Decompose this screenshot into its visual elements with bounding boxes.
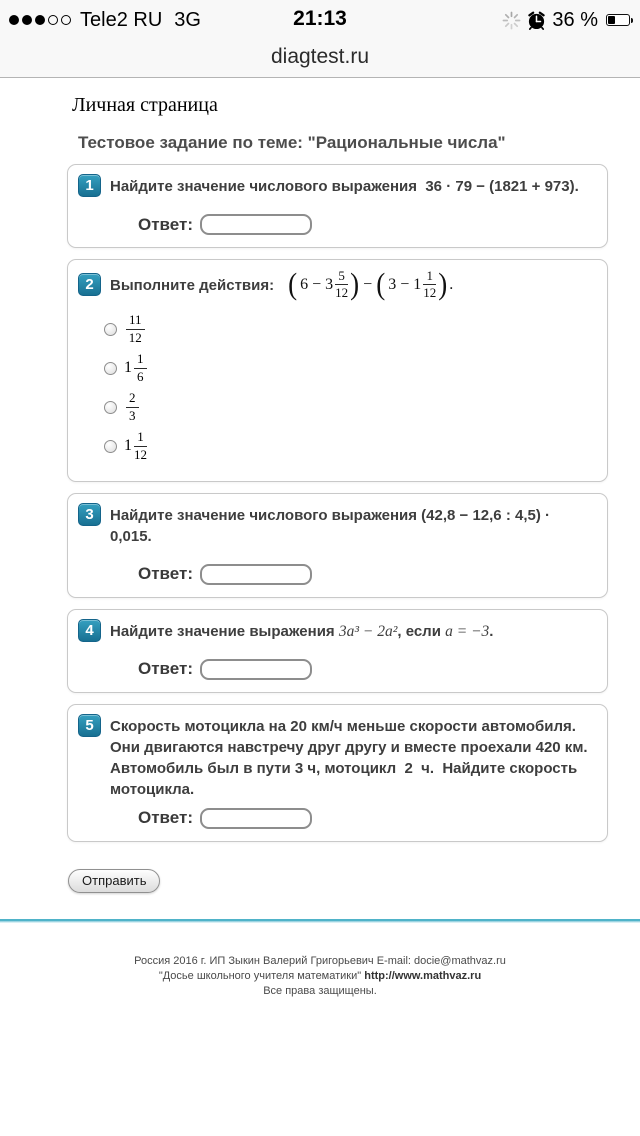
question-text: Выполните действия: <box>110 277 275 295</box>
answer-label: Ответ: <box>138 659 193 679</box>
browser-chrome <box>0 0 640 78</box>
radio-icon[interactable] <box>104 401 117 414</box>
question-formula: ( 6 − 3 $\frac{5}{12}$ ) − ( 3 − 1 $\frac{1}{12}$ ) . <box>288 267 454 302</box>
footer-site-line: "Досье школьного учителя математики" http://www.mathvaz.ru <box>158 969 482 982</box>
fraction: $\frac{11}{12}$ <box>126 313 145 345</box>
options-list <box>104 313 595 463</box>
browser-title-bar[interactable]: diagtest.ru <box>270 45 370 68</box>
carrier-label: Tele2 RU <box>80 8 163 31</box>
signal-strength-icon <box>9 15 71 25</box>
battery-percent-label: 36 % <box>552 8 598 31</box>
network-type-label: 3G <box>174 8 201 31</box>
test-title: Тестовое задание по теме: "Рациональные числа" <box>78 133 506 152</box>
question-text: Найдите значение числового выражения 36 · 79 − (1821 + 973). <box>110 178 579 195</box>
radio-icon[interactable] <box>104 362 117 375</box>
activity-spinner-icon <box>502 11 521 30</box>
alarm-clock-icon <box>527 11 546 30</box>
clock-time: 21:13 <box>293 7 347 30</box>
question-box-5 <box>67 704 608 842</box>
question-box-1 <box>67 164 608 248</box>
page-title: Личная страница <box>72 94 218 116</box>
battery-icon <box>606 14 633 26</box>
fraction: $\frac{1}{12}$ <box>134 429 147 462</box>
status-bar <box>0 0 640 40</box>
footer <box>0 923 640 999</box>
answer-input-1[interactable] <box>200 214 312 235</box>
math-expression: 3a³ − 2a² <box>338 622 398 640</box>
question-box-2 <box>67 259 608 482</box>
question-number-badge: 3 <box>78 503 101 526</box>
radio-icon[interactable] <box>104 440 117 453</box>
radio-option-3[interactable] <box>104 391 595 424</box>
question-number-badge: 1 <box>78 174 101 197</box>
radio-option-2[interactable]: 1 $\frac{1}{6}$ <box>104 352 595 385</box>
math-condition: a = −3 <box>445 622 490 640</box>
answer-label: Ответ: <box>138 214 193 234</box>
radio-icon[interactable] <box>104 323 117 336</box>
radio-option-4[interactable]: 1 $\frac{1}{12}$ <box>104 430 595 463</box>
footer-site-url[interactable]: http://www.mathvaz.ru <box>364 969 482 982</box>
question-text: Скорость мотоцикла на 20 км/ч меньше скорости автомобиля. Они двигаются навстречу друг другу и вместе проехали 420 км. Автомобиль был в пути 3 ч, мотоцикл 2 ч. Найдите скорость мотоцикла. <box>110 717 592 798</box>
question-box-3 <box>67 493 608 598</box>
fraction: $\frac{2}{3}$ <box>126 391 139 423</box>
question-box-4 <box>67 609 608 693</box>
answer-input-3[interactable] <box>200 564 312 585</box>
fraction: $\frac{1}{12}$ <box>423 268 437 301</box>
fraction: $\frac{5}{12}$ <box>335 268 349 301</box>
question-number-badge: 5 <box>78 714 101 737</box>
radio-option-1[interactable] <box>104 313 595 346</box>
question-number-badge: 4 <box>78 619 101 642</box>
answer-label: Ответ: <box>138 564 193 584</box>
answer-input-5[interactable] <box>200 808 312 829</box>
question-text: Найдите значение выражения 3a³ − 2a², если a = −3. <box>110 622 494 640</box>
answer-label: Ответ: <box>138 808 193 828</box>
footer-copyright-line: Россия 2016 г. ИП Зыкин Валерий Григорьевич E-mail: docie@mathvaz.ru <box>134 954 506 967</box>
submit-button[interactable]: Отправить <box>68 869 160 893</box>
question-number-badge: 2 <box>78 273 101 296</box>
fraction: $\frac{1}{6}$ <box>134 352 147 384</box>
footer-rights-line: Все права защищены. <box>263 984 377 997</box>
question-text: Найдите значение числового выражения (42,8 − 12,6 : 4,5) · 0,015. <box>110 506 555 545</box>
answer-input-4[interactable] <box>200 659 312 680</box>
